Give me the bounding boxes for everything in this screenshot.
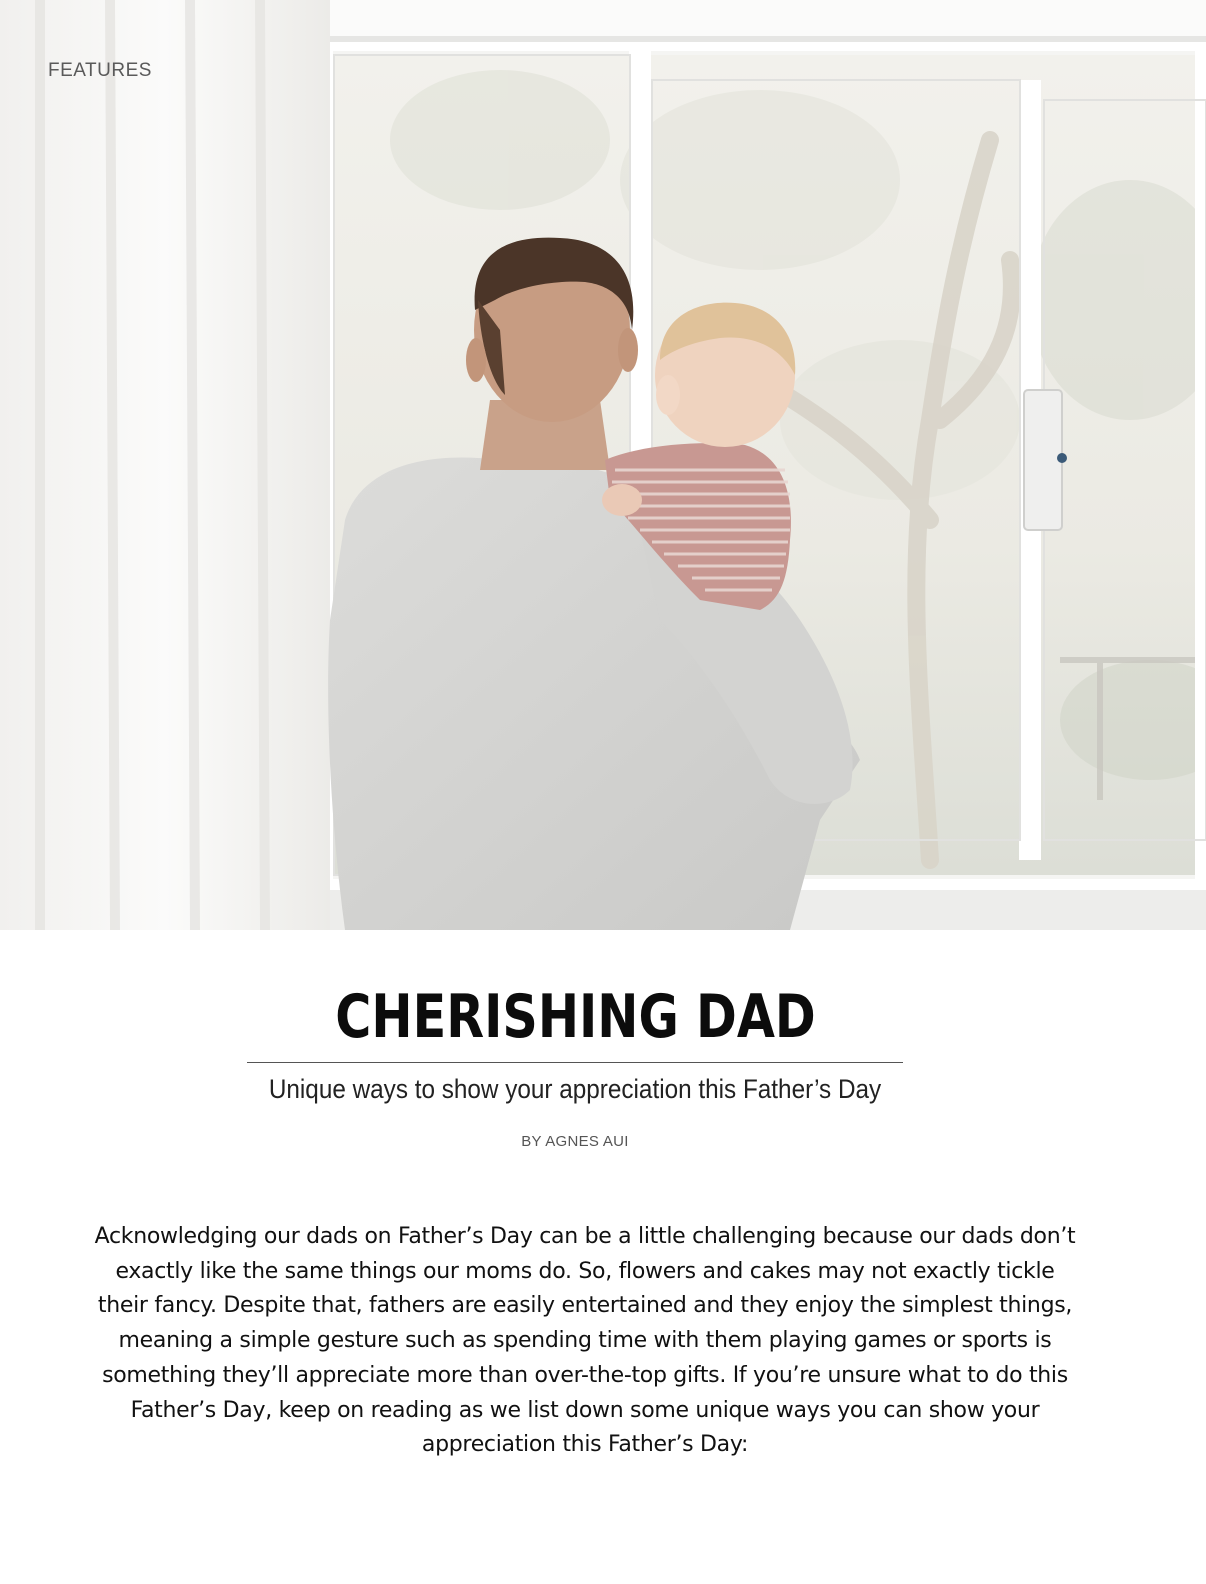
window-latch: [1024, 390, 1062, 530]
article-title: CHERISHING DAD: [335, 982, 816, 1052]
section-label: FEATURES: [48, 60, 152, 81]
title-divider: [247, 1062, 903, 1063]
curtain: [0, 0, 330, 930]
article-byline: BY AGNES AUI: [521, 1133, 629, 1150]
article-intro-paragraph: Acknowledging our dads on Father’s Day can be a little challenging because our dads don’t exactly like the same things our moms do. So, flowers and cakes may not exactly tickle their fancy. Despite that, fathers are easily entertained and they enjoy the simplest things, meaning a simple gesture such as spending time with them playing games or sports is something they’ll appreciate more than over-the-top gifts. If you’re unsure what to do this Father’s Day, keep on reading as we list down some unique ways you can show your appreciation this Father’s Day:: [94, 1224, 1076, 1458]
article-subtitle: Unique ways to show your appreciation this Father’s Day: [268, 1074, 882, 1104]
